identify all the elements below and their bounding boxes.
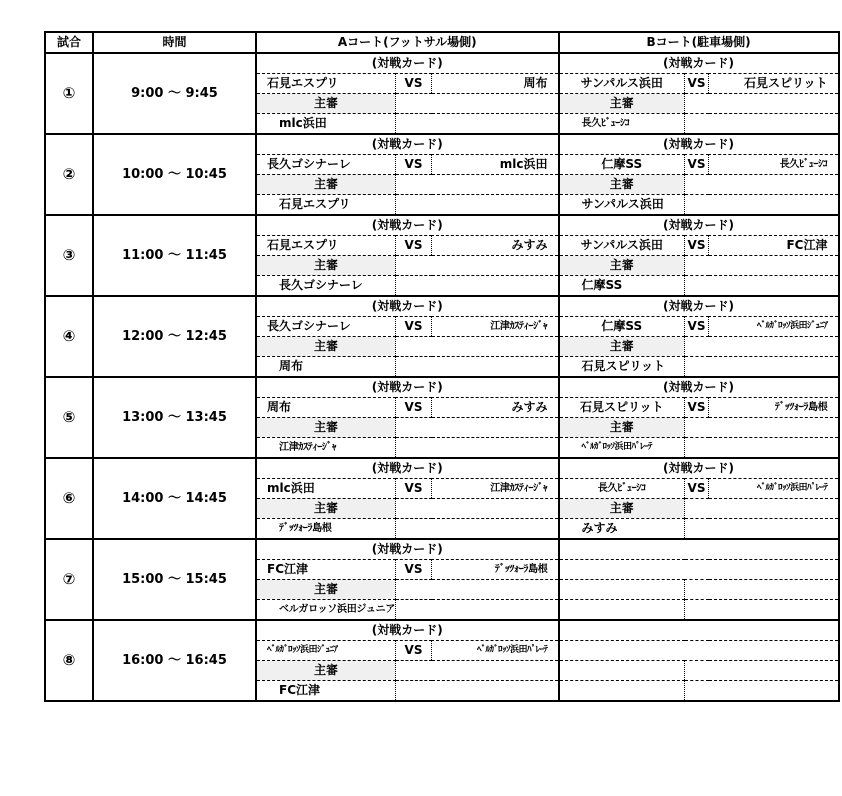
court-a-home-team: FC江津 (256, 560, 396, 580)
court-b-vs: VS (685, 155, 709, 175)
match-time: 11:00 ～ 11:45 (93, 215, 256, 296)
court-a-referee-label: 主審 (256, 256, 396, 276)
match-8-row (45, 620, 839, 641)
court-a-card-label: (対戦カード) (256, 377, 559, 398)
court-a-referee-name: ベルガロッソ浜田ジュニア (256, 600, 396, 621)
court-a-referee-blank (396, 499, 559, 519)
court-a-vs: VS (396, 641, 432, 661)
match-6-row (45, 458, 839, 479)
court-b-card-label: (対戦カード) (559, 134, 839, 155)
header-time: 時間 (93, 32, 256, 53)
court-b-card-label: (対戦カード) (559, 53, 839, 74)
court-a-referee-label: 主審 (256, 418, 396, 438)
court-a-vs: VS (396, 479, 432, 499)
court-b-referee-blank (685, 519, 839, 540)
match-time: 12:00 ～ 12:45 (93, 296, 256, 377)
court-b-vs: VS (685, 236, 709, 256)
court-b-referee-blank (685, 499, 839, 519)
court-a-card-label: (対戦カード) (256, 539, 559, 560)
court-b-home-team: 仁摩SS (559, 155, 685, 175)
court-a-vs: VS (396, 398, 432, 418)
court-a-referee-name: FC江津 (256, 681, 396, 702)
court-b-away-team: 長久ﾋﾞｭｰｼｺ (709, 155, 839, 175)
court-b-empty (685, 661, 839, 681)
court-b-referee-label: 主審 (559, 499, 685, 519)
court-b-card-label: (対戦カード) (559, 215, 839, 236)
court-a-vs: VS (396, 560, 432, 580)
match-7-row (45, 539, 839, 560)
court-a-referee-label: 主審 (256, 580, 396, 600)
match-time: 14:00 ～ 14:45 (93, 458, 256, 539)
match-time: 16:00 ～ 16:45 (93, 620, 256, 701)
court-a-home-team: 長久ゴシナーレ (256, 317, 396, 337)
court-b-empty (685, 681, 839, 702)
court-a-referee-name: 長久ゴシナーレ (256, 276, 396, 297)
court-b-referee-blank (685, 438, 839, 459)
court-a-referee-name: 江津ｶｽﾃｨｰｼﾞｬ (256, 438, 396, 459)
court-a-referee-blank (396, 600, 559, 621)
court-a-referee-blank (396, 438, 559, 459)
court-b-home-team: 長久ﾋﾞｭｰｼｺ (559, 479, 685, 499)
court-b-away-team: 石見スピリット (709, 74, 839, 94)
court-b-referee-name: 仁摩SS (559, 276, 685, 297)
court-a-card-label: (対戦カード) (256, 296, 559, 317)
schedule-body (45, 53, 839, 701)
court-a-referee-blank (396, 175, 559, 195)
court-a-referee-blank (396, 114, 559, 135)
court-b-home-team: 石見スピリット (559, 398, 685, 418)
match-time: 9:00 ～ 9:45 (93, 53, 256, 134)
match-number: ② (45, 134, 93, 215)
court-b-away-team: ﾃﾞｯﾂｫｰﾗ島根 (709, 398, 839, 418)
match-5-row (45, 377, 839, 398)
court-a-referee-name: ﾃﾞｯﾂｫｰﾗ島根 (256, 519, 396, 540)
court-a-referee-blank (396, 357, 559, 378)
court-a-home-team: 石見エスプリ (256, 74, 396, 94)
court-b-vs: VS (685, 479, 709, 499)
court-b-referee-label: 主審 (559, 418, 685, 438)
court-a-card-label: (対戦カード) (256, 215, 559, 236)
court-a-referee-label: 主審 (256, 661, 396, 681)
court-b-empty (685, 580, 839, 600)
court-b-card-label: (対戦カード) (559, 296, 839, 317)
court-a-referee-blank (396, 681, 559, 702)
court-b-vs: VS (685, 317, 709, 337)
match-number: ④ (45, 296, 93, 377)
court-a-referee-blank (396, 519, 559, 540)
header-court-a: Aコート(フットサル場側) (256, 32, 559, 53)
court-a-away-team: ﾃﾞｯﾂｫｰﾗ島根 (432, 560, 559, 580)
court-b-referee-label: 主審 (559, 256, 685, 276)
match-time: 13:00 ～ 13:45 (93, 377, 256, 458)
court-a-referee-label: 主審 (256, 94, 396, 114)
match-1-row (45, 53, 839, 74)
court-a-referee-label: 主審 (256, 337, 396, 357)
court-a-home-team: ﾍﾞﾙｶﾞﾛｯｿ浜田ｼﾞｭﾆｱ (256, 641, 396, 661)
court-b-empty (559, 641, 839, 661)
court-b-empty (559, 620, 839, 641)
court-a-referee-label: 主審 (256, 499, 396, 519)
court-b-vs: VS (685, 74, 709, 94)
match-number: ③ (45, 215, 93, 296)
court-a-card-label: (対戦カード) (256, 134, 559, 155)
court-b-home-team: 仁摩SS (559, 317, 685, 337)
court-a-card-label: (対戦カード) (256, 53, 559, 74)
court-b-referee-blank (685, 114, 839, 135)
schedule-table (44, 31, 840, 702)
court-a-referee-blank (396, 661, 559, 681)
court-b-away-team: ﾍﾞﾙｶﾞﾛｯｿ浜田ﾊﾟﾚｰﾃ (709, 479, 839, 499)
court-b-referee-blank (685, 276, 839, 297)
court-a-away-team: みすみ (432, 236, 559, 256)
court-a-referee-blank (396, 195, 559, 216)
court-b-home-team: サンパルス浜田 (559, 74, 685, 94)
court-a-vs: VS (396, 317, 432, 337)
court-a-referee-blank (396, 418, 559, 438)
court-b-referee-blank (685, 94, 839, 114)
court-b-referee-name: ﾍﾞﾙｶﾞﾛｯｿ浜田ﾊﾟﾚｰﾃ (559, 438, 685, 459)
court-b-referee-name: みすみ (559, 519, 685, 540)
court-b-referee-label: 主審 (559, 175, 685, 195)
court-b-empty (685, 600, 839, 621)
court-b-referee-name: 石見スピリット (559, 357, 685, 378)
court-a-away-team: mlc浜田 (432, 155, 559, 175)
court-b-referee-blank (685, 256, 839, 276)
court-b-away-team: FC江津 (709, 236, 839, 256)
court-a-away-team: 周布 (432, 74, 559, 94)
header-row (45, 32, 839, 53)
court-b-referee-blank (685, 418, 839, 438)
court-b-empty (559, 600, 685, 621)
court-a-away-team: 江津ｶｽﾃｨｰｼﾞｬ (432, 317, 559, 337)
court-b-referee-blank (685, 357, 839, 378)
court-a-referee-name: 石見エスプリ (256, 195, 396, 216)
court-a-card-label: (対戦カード) (256, 458, 559, 479)
court-a-referee-blank (396, 580, 559, 600)
match-number: ⑤ (45, 377, 93, 458)
header-match: 試合 (45, 32, 93, 53)
court-b-home-team: サンパルス浜田 (559, 236, 685, 256)
court-a-referee-blank (396, 94, 559, 114)
match-number: ① (45, 53, 93, 134)
court-a-home-team: 周布 (256, 398, 396, 418)
court-a-vs: VS (396, 155, 432, 175)
court-b-referee-blank (685, 337, 839, 357)
match-2-row (45, 134, 839, 155)
court-a-away-team: 江津ｶｽﾃｨｰｼﾞｬ (432, 479, 559, 499)
header-court-b: Bコート(駐車場側) (559, 32, 839, 53)
court-a-home-team: 石見エスプリ (256, 236, 396, 256)
court-a-referee-label: 主審 (256, 175, 396, 195)
court-a-referee-blank (396, 337, 559, 357)
court-b-referee-label: 主審 (559, 94, 685, 114)
court-a-vs: VS (396, 236, 432, 256)
match-time: 15:00 ～ 15:45 (93, 539, 256, 620)
match-4-row (45, 296, 839, 317)
court-a-vs: VS (396, 74, 432, 94)
court-b-referee-name: 長久ﾋﾞｭｰｼｺ (559, 114, 685, 135)
court-b-card-label: (対戦カード) (559, 458, 839, 479)
court-a-referee-blank (396, 276, 559, 297)
court-b-empty (559, 580, 685, 600)
match-number: ⑦ (45, 539, 93, 620)
court-a-referee-blank (396, 256, 559, 276)
match-time: 10:00 ～ 10:45 (93, 134, 256, 215)
court-a-away-team: みすみ (432, 398, 559, 418)
court-a-away-team: ﾍﾞﾙｶﾞﾛｯｿ浜田ﾊﾟﾚｰﾃ (432, 641, 559, 661)
match-number: ⑧ (45, 620, 93, 701)
court-a-home-team: 長久ゴシナーレ (256, 155, 396, 175)
court-a-card-label: (対戦カード) (256, 620, 559, 641)
court-b-vs: VS (685, 398, 709, 418)
court-b-referee-label: 主審 (559, 337, 685, 357)
match-number: ⑥ (45, 458, 93, 539)
court-b-empty (559, 560, 839, 580)
court-b-referee-name: サンパルス浜田 (559, 195, 685, 216)
court-b-referee-blank (685, 195, 839, 216)
court-b-empty (559, 539, 839, 560)
court-a-home-team: mlc浜田 (256, 479, 396, 499)
court-b-card-label: (対戦カード) (559, 377, 839, 398)
court-b-referee-blank (685, 175, 839, 195)
court-a-referee-name: 周布 (256, 357, 396, 378)
court-a-referee-name: mlc浜田 (256, 114, 396, 135)
court-b-empty (559, 681, 685, 702)
match-3-row (45, 215, 839, 236)
court-b-empty (559, 661, 685, 681)
court-b-away-team: ﾍﾞﾙｶﾞﾛｯｿ浜田ｼﾞｭﾆｱ (709, 317, 839, 337)
